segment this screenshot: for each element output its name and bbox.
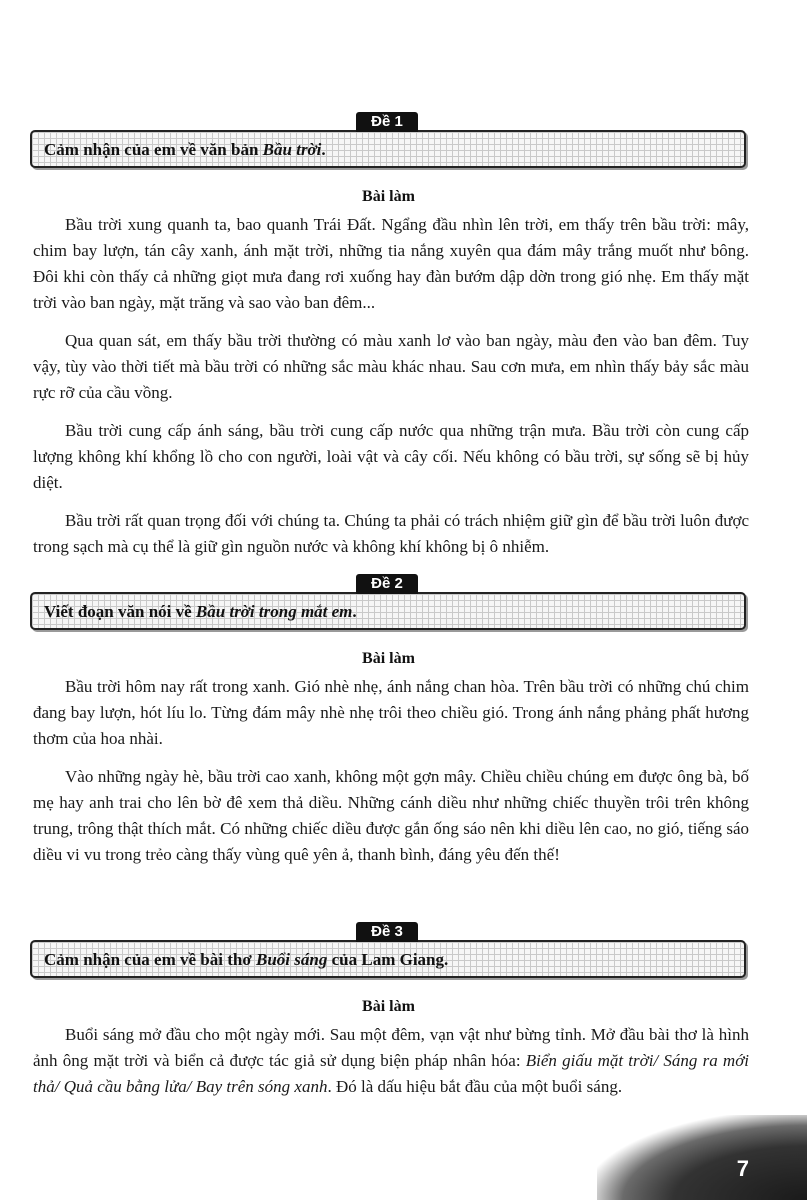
exercise-tag: Đề 3	[356, 922, 418, 942]
prompt-box	[30, 940, 746, 978]
exercise-tag: Đề 2	[356, 574, 418, 594]
exercise-tag: Đề 1	[356, 112, 418, 132]
answer-heading: Bài làm	[362, 998, 415, 1015]
prompt-text: Cảm nhận của em về bài thơ Buổi sáng của Lam Giang.	[44, 950, 449, 969]
answer-heading: Bài làm	[362, 650, 415, 667]
paragraph: Bầu trời cung cấp ánh sáng, bầu trời cung cấp nước qua những trận mưa. Bầu trời còn cung cấp lượng không khí khổng lồ cho con người, loài vật và cây cối. Nếu không có bầu trời, sự sống sẽ bị hủy diệt.	[33, 421, 749, 492]
paragraph: Bầu trời rất quan trọng đối với chúng ta. Chúng ta phải có trách nhiệm giữ gìn để bầu trời luôn được trong sạch mà cụ thể là giữ gìn nguồn nước và không khí không bị ô nhiễm.	[33, 511, 749, 556]
answer-body	[33, 1022, 749, 1112]
prompt-box	[30, 130, 746, 168]
prompt-text: Cảm nhận của em về văn bản Bầu trời.	[44, 140, 326, 159]
paragraph: Buổi sáng mở đầu cho một ngày mới. Sau một đêm, vạn vật như bừng tỉnh. Mở đầu bài thơ là hình ảnh ông mặt trời và biển cả được tác giả sử dụng biện pháp nhân hóa: Biển giấu mặt trời/ Sáng ra mới thả/ Quả cầu bằng lửa/ Bay trên sóng xanh. Đó là dấu hiệu bắt đầu của một buổi sáng.	[33, 1025, 749, 1096]
prompt-box	[30, 592, 746, 630]
answer-body	[33, 212, 749, 572]
answer-heading: Bài làm	[362, 188, 415, 205]
paragraph: Vào những ngày hè, bầu trời cao xanh, không một gợn mây. Chiều chiều chúng em được ông bà, bố mẹ hay anh trai cho lên bờ đê xem thả diều. Những cánh diều như những chiếc thuyền trôi trên không trung, trông thật thích mắt. Có những chiếc diều được gắn ống sáo nên khi diều lên cao, no gió, tiếng sáo diều vi vu trong trẻo càng thấy vùng quê yên ả, thanh bình, đáng yêu đến thế!	[33, 767, 749, 864]
answer-body	[33, 674, 749, 880]
page-number: 7	[736, 1156, 749, 1181]
prompt-text: Viết đoạn văn nói về Bầu trời trong mắt em.	[44, 602, 357, 621]
paragraph: Bầu trời xung quanh ta, bao quanh Trái Đất. Ngẩng đầu nhìn lên trời, em thấy trên bầu trời: mây, chim bay lượn, tán cây xanh, ánh mặt trời, những tia nắng xuyên qua đám mây trắng muốt như bông. Đôi khi còn thấy cả những giọt mưa đang rơi xuống hay đàn bướm dập dờn trong gió nhẹ. Em thấy mặt trời vào ban ngày, mặt trăng và sao vào ban đêm...	[33, 215, 749, 312]
page-corner-decoration	[597, 1115, 807, 1200]
paragraph: Qua quan sát, em thấy bầu trời thường có màu xanh lơ vào ban ngày, màu đen vào ban đêm. Tuy vậy, tùy vào thời tiết mà bầu trời có những sắc màu khác nhau. Sau cơn mưa, em nhìn thấy bảy sắc màu rực rỡ của cầu vồng.	[33, 331, 749, 402]
paragraph: Bầu trời hôm nay rất trong xanh. Gió nhè nhẹ, ánh nắng chan hòa. Trên bầu trời có những chú chim đang bay lượn, hót líu lo. Từng đám mây nhè nhẹ trôi theo chiều gió. Trong ánh nắng phảng phất hương thơm của hoa nhài.	[33, 677, 749, 748]
